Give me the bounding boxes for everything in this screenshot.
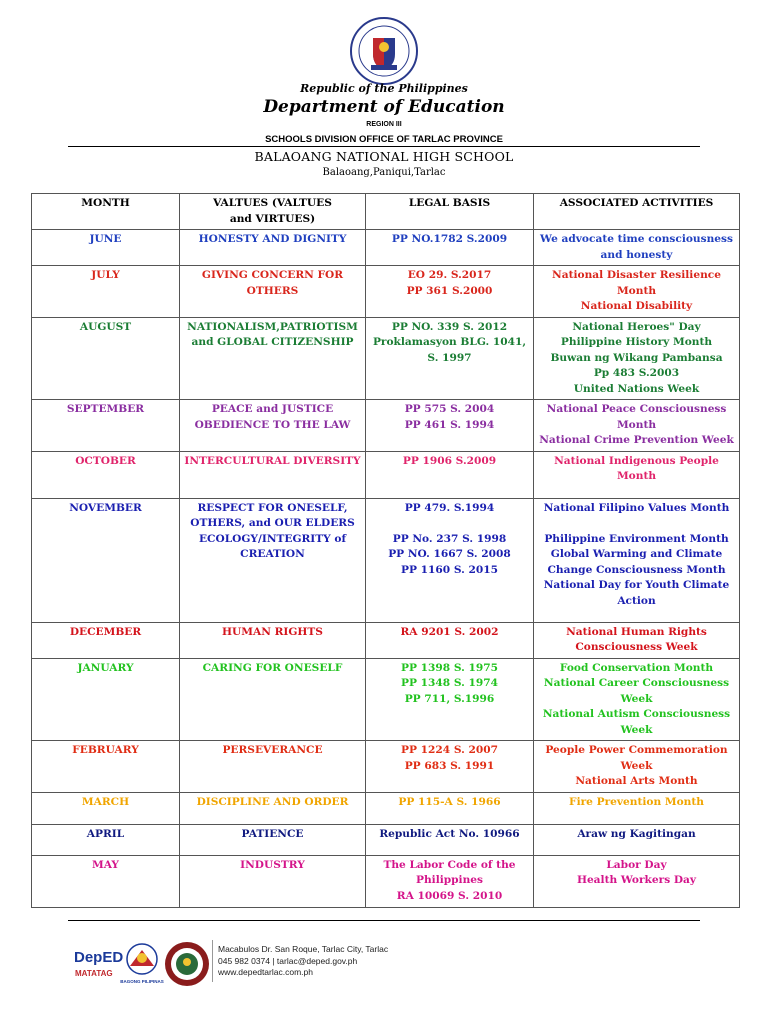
cell-activities: National Peace Consciousness Month National Crime Prevention Week xyxy=(534,400,740,452)
cell-activities: Fire Prevention Month xyxy=(534,792,740,824)
cell-month: FEBRUARY xyxy=(32,741,180,793)
cell-value: NATIONALISM,PATRIOTISM and GLOBAL CITIZENSHIP xyxy=(180,317,366,400)
cell-month: JULY xyxy=(32,266,180,318)
matatag-logo-text: MATATAG xyxy=(75,969,113,978)
cell-activities: We advocate time consciousness and honesty xyxy=(534,230,740,266)
cell-month: APRIL xyxy=(32,824,180,855)
cell-legal: PP NO.1782 S.2009 xyxy=(366,230,534,266)
footer-divider xyxy=(68,920,700,921)
header-activities: ASSOCIATED ACTIVITIES xyxy=(534,194,740,230)
footer-phone-email: 045 982 0374 | tarlac@deped.gov.ph xyxy=(218,955,358,966)
cell-month: DECEMBER xyxy=(32,622,180,658)
footer-website: www.depedtarlac.com.ph xyxy=(218,967,313,977)
table-row xyxy=(32,658,740,741)
cell-activities: National Disaster Resilience Month National Disability xyxy=(534,266,740,318)
cell-value: INTERCULTURAL DIVERSITY xyxy=(180,451,366,498)
header-values xyxy=(180,194,366,230)
cell-activities: National Human Rights Consciousness Week xyxy=(534,622,740,658)
cell-activities: National Filipino Values Month Philippine Environment Month Global Warming and Climate Change Consciousness Month National Day for Youth Climate Action xyxy=(534,498,740,622)
cell-value: HONESTY AND DIGNITY xyxy=(180,230,366,266)
school-name: BALAOANG NATIONAL HIGH SCHOOL xyxy=(254,149,514,164)
cell-value: PEACE and JUSTICE OBEDIENCE TO THE LAW xyxy=(180,400,366,452)
cell-activities: Labor Day Health Workers Day xyxy=(534,855,740,907)
footer-address: Macabulos Dr. San Roque, Tarlac City, Tarlac xyxy=(218,944,389,954)
cell-legal: Republic Act No. 10966 xyxy=(366,824,534,855)
table-row xyxy=(32,230,740,266)
table-row xyxy=(32,451,740,498)
division-label: SCHOOLS DIVISION OFFICE OF TARLAC PROVINCE xyxy=(265,134,503,145)
table-row xyxy=(32,741,740,793)
table-row xyxy=(32,792,740,824)
table-row xyxy=(32,824,740,855)
department-heading: Department of Education xyxy=(263,97,505,117)
cell-month: JUNE xyxy=(32,230,180,266)
cell-value: INDUSTRY xyxy=(180,855,366,907)
cell-month: AUGUST xyxy=(32,317,180,400)
table-header-row xyxy=(32,194,740,230)
cell-activities: Araw ng Kagitingan xyxy=(534,824,740,855)
deped-matatag-logo xyxy=(74,949,123,978)
table-row xyxy=(32,855,740,907)
cell-activities: National Heroes" Day Philippine History Month Buwan ng Wikang Pambansa Pp 483 S.2003 United Nations Week xyxy=(534,317,740,400)
footer-contact xyxy=(218,944,388,979)
table-row xyxy=(32,400,740,452)
cell-legal: PP 479. S.1994 PP No. 237 S. 1998 PP NO. 1667 S. 2008 PP 1160 S. 2015 xyxy=(366,498,534,622)
cell-month: OCTOBER xyxy=(32,451,180,498)
cell-month: MAY xyxy=(32,855,180,907)
cell-legal: PP 1398 S. 1975 PP 1348 S. 1974 PP 711, S.1996 xyxy=(366,658,534,741)
bagong-pilipinas-text: BAGONG PILIPINAS xyxy=(120,979,164,984)
deped-seal-logo xyxy=(349,16,419,86)
cell-month: JANUARY xyxy=(32,658,180,741)
cell-month: SEPTEMBER xyxy=(32,400,180,452)
header-divider xyxy=(68,146,700,147)
values-calendar-table xyxy=(31,193,740,908)
footer-logos xyxy=(74,936,214,994)
cell-activities: People Power Commemoration Week National Arts Month xyxy=(534,741,740,793)
cell-legal: RA 9201 S. 2002 xyxy=(366,622,534,658)
cell-activities: National Indigenous People Month xyxy=(534,451,740,498)
header-values-text: VALTUES (VALTUES and VIRTUES) xyxy=(213,197,332,225)
table-row xyxy=(32,317,740,400)
school-address: Balaoang,Paniqui,Tarlac xyxy=(322,167,446,178)
table-row xyxy=(32,266,740,318)
cell-value: GIVING CONCERN FOR OTHERS xyxy=(180,266,366,318)
cell-value: PERSEVERANCE xyxy=(180,741,366,793)
header-legal-basis: LEGAL BASIS xyxy=(366,194,534,230)
cell-legal: PP NO. 339 S. 2012 Proklamasyon BLG. 1041, S. 1997 xyxy=(366,317,534,400)
division-seal-logo xyxy=(165,942,209,986)
table-row xyxy=(32,498,740,622)
table-row xyxy=(32,622,740,658)
header-month: MONTH xyxy=(32,194,180,230)
cell-legal: PP 575 S. 2004 PP 461 S. 1994 xyxy=(366,400,534,452)
region-label: REGION III xyxy=(366,121,402,128)
deped-logo-text: DepED xyxy=(74,949,124,966)
cell-value: PATIENCE xyxy=(180,824,366,855)
cell-activities: Food Conservation Month National Career Consciousness Week National Autism Consciousness Week xyxy=(534,658,740,741)
cell-value: HUMAN RIGHTS xyxy=(180,622,366,658)
cell-legal: PP 1906 S.2009 xyxy=(366,451,534,498)
cell-value: RESPECT FOR ONESELF, OTHERS, and OUR ELDERS ECOLOGY/INTEGRITY of CREATION xyxy=(180,498,366,622)
bagong-pilipinas-logo xyxy=(120,944,164,984)
cell-legal: The Labor Code of the Philippines RA 10069 S. 2010 xyxy=(366,855,534,907)
cell-legal: EO 29. S.2017 PP 361 S.2000 xyxy=(366,266,534,318)
footer-separator xyxy=(212,940,213,982)
cell-legal: PP 115-A S. 1966 xyxy=(366,792,534,824)
cell-month: NOVEMBER xyxy=(32,498,180,622)
cell-month: MARCH xyxy=(32,792,180,824)
cell-value: CARING FOR ONESELF xyxy=(180,658,366,741)
cell-value: DISCIPLINE AND ORDER xyxy=(180,792,366,824)
cell-legal: PP 1224 S. 2007 PP 683 S. 1991 xyxy=(366,741,534,793)
republic-heading: Republic of the Philippines xyxy=(300,82,468,95)
